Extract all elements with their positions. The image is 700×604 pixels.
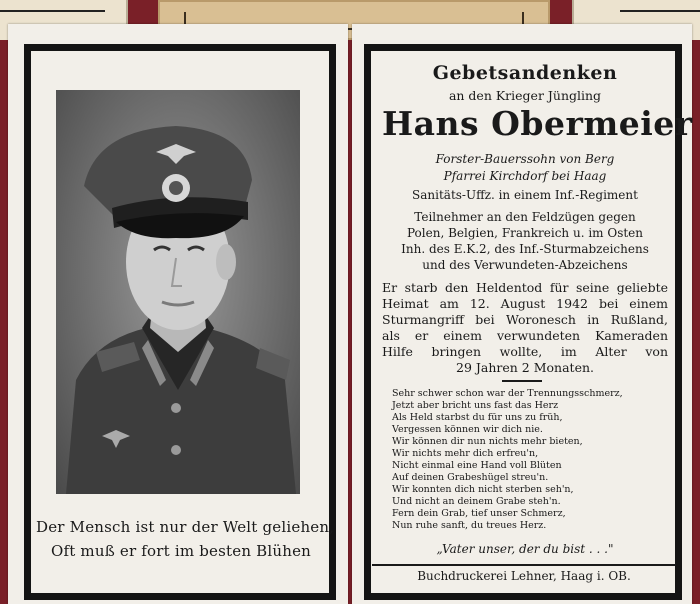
poem-line: Sehr schwer schon war der Trennungsschmerz, [392,388,623,399]
poem-line: Wir nichts mehr dich erfreu'n, [392,448,539,459]
soldier-portrait-photo [56,90,300,494]
card-border-line [0,10,105,12]
poem-line: Als Held starbst du für uns zu früh, [392,412,563,423]
printer-imprint: Buchdruckerei Lehner, Haag i. OB. [372,564,676,586]
card-border-line [620,10,700,12]
caption-line-2: Oft muß er fort im besten Blühen [50,542,312,560]
portrait-illustration [56,90,300,494]
deceased-name: Hans Obermeier [382,104,693,143]
service-line-1: Teilnehmer an den Feldzügen gegen [414,210,636,224]
card-subtitle: an den Krieger Jüngling [448,88,602,103]
death-line: Hilfe bringen wollte, im Alter von [382,344,668,359]
memorial-poem [392,388,672,532]
origin-line-2: Pfarrei Kirchdorf bei Haag [443,169,607,183]
rank-line: Sanitäts-Uffz. in einem Inf.-Regiment [412,188,638,202]
portrait-card [8,24,348,604]
poem-line: Vergessen können wir dich nie. [392,424,543,435]
memorial-text-card [352,24,692,604]
closing-prayer: „Vater unser, der du bist . . ." [436,542,614,556]
poem-line: Wir können dir nun nichts mehr bieten, [392,436,583,447]
card-title: Gebetsandenken [432,62,618,84]
poem-line: Fern dein Grab, tief unser Schmerz, [392,508,566,519]
service-line-2: Polen, Belgien, Frankreich u. im Osten [406,226,644,240]
poem-line: Und nicht an deinem Grabe steh'n. [392,496,561,507]
caption-line-1: Der Mensch ist nur der Welt geliehen, [36,518,335,536]
death-line: Er starb den Heldentod für seine geliebte [382,280,668,295]
section-divider [502,380,542,382]
poem-line: Auf deinen Grabeshügel streu'n. [392,472,549,483]
poem-line: Jetzt aber bricht uns fast das Herz [392,400,559,411]
death-line: Heimat am 12. August 1942 bei einem [382,296,668,311]
poem-line: Nicht einmal eine Hand voll Blüten [392,460,562,471]
death-line: 29 Jahren 2 Monaten. [456,360,594,375]
awards-line-1: Inh. des E.K.2, des Inf.-Sturmabzeichens [401,242,649,256]
death-line: Sturmangriff bei Woronesch in Rußland, [382,312,668,327]
poem-line: Wir konnten dich nicht sterben seh'n, [392,484,574,495]
death-line: als er einem verwundeten Kameraden [382,328,668,343]
awards-line-2: und des Verwundeten-Abzeichens [422,258,628,272]
poem-line: Nun ruhe sanft, du treues Herz. [392,520,547,531]
origin-line-1: Forster-Bauerssohn von Berg [435,152,615,166]
